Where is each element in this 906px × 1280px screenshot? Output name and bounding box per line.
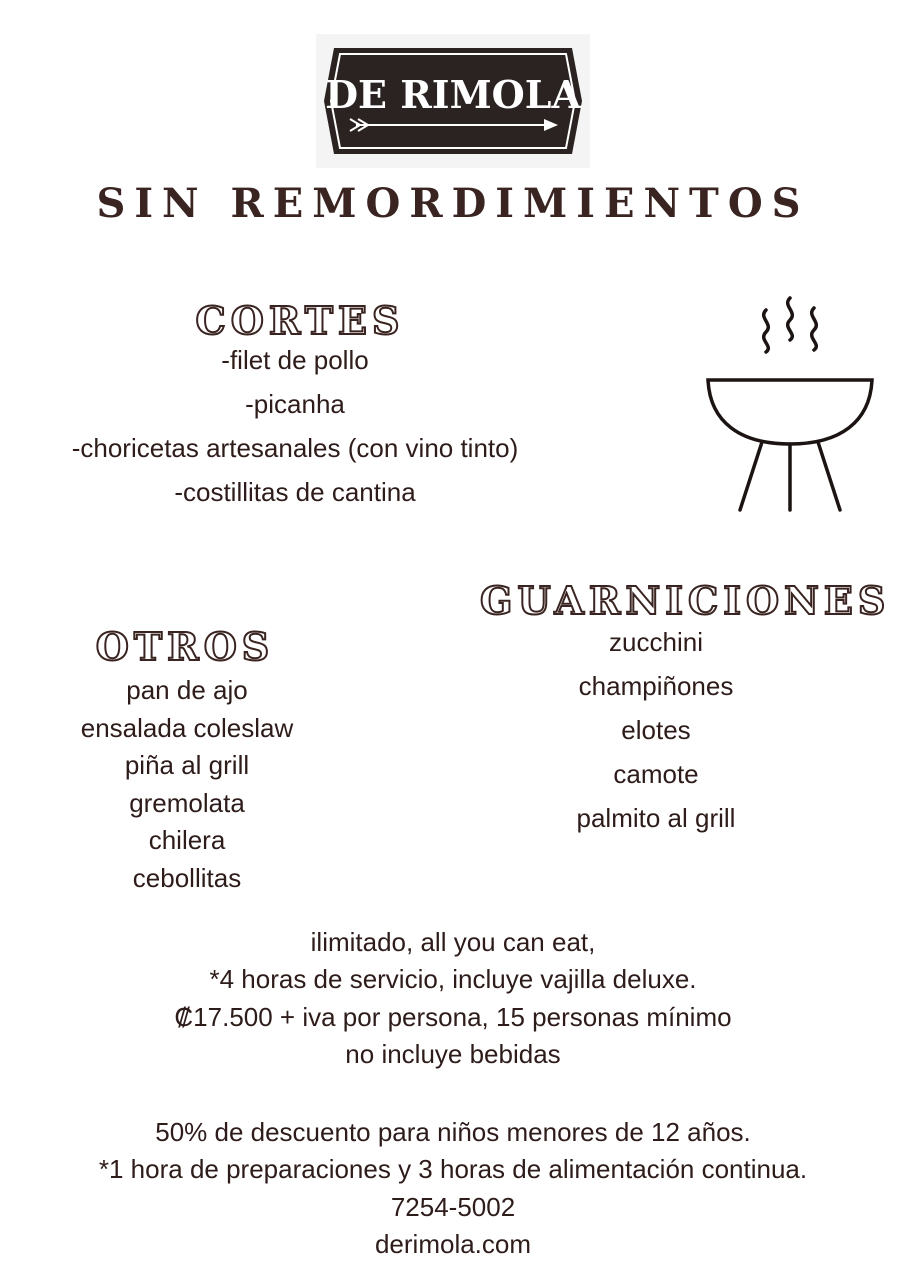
guarniciones-list: [506, 620, 806, 840]
list-item: elotes: [621, 715, 691, 745]
brand-logo: [316, 34, 590, 168]
cortes-heading: CORTES: [195, 298, 405, 343]
list-item: champiñones: [578, 671, 734, 701]
discount-line: 50% de descuento para niños menores de 12 años.: [155, 1117, 751, 1147]
otros-heading: OTROS: [95, 624, 275, 669]
price-line: ₡17.500 + iva por persona, 15 personas mínimo: [174, 1001, 732, 1032]
list-item: zucchini: [609, 627, 703, 657]
barbecue-grill-icon: [700, 292, 880, 518]
info-line: no incluye bebidas: [345, 1039, 561, 1070]
list-item: pan de ajo: [126, 675, 248, 705]
logo-text: DE RIMOLA: [325, 72, 581, 117]
service-info: [0, 924, 906, 1074]
list-item: -costillitas de cantina: [174, 477, 416, 507]
info-line: ilimitado, all you can eat,: [310, 927, 596, 957]
phone-number: 7254-5002: [390, 1191, 516, 1222]
guarniciones-heading: GUARNICIONES: [480, 578, 891, 623]
info-line: *4 horas de servicio, incluye vajilla deluxe.: [209, 964, 697, 995]
info-line: *1 hora de preparaciones y 3 horas de alimentación continua.: [98, 1154, 808, 1185]
list-item: gremolata: [129, 787, 245, 818]
otros-list: [40, 672, 334, 898]
list-item: piña al grill: [124, 750, 250, 781]
list-item: palmito al grill: [576, 803, 736, 833]
list-item: camote: [613, 759, 699, 789]
logo-badge: [316, 34, 590, 168]
list-item: -filet de pollo: [221, 345, 369, 375]
website: derimola.com: [374, 1229, 532, 1260]
list-item: chilera: [148, 825, 226, 856]
cortes-list: [0, 338, 590, 514]
tagline: SIN REMORDIMIENTOS: [96, 180, 810, 227]
list-item: ensalada coleslaw: [80, 712, 294, 743]
list-item: -choricetas artesanales (con vino tinto): [71, 433, 519, 463]
list-item: cebollitas: [132, 862, 242, 893]
list-item: -picanha: [245, 389, 345, 419]
extra-info: [0, 1114, 906, 1264]
